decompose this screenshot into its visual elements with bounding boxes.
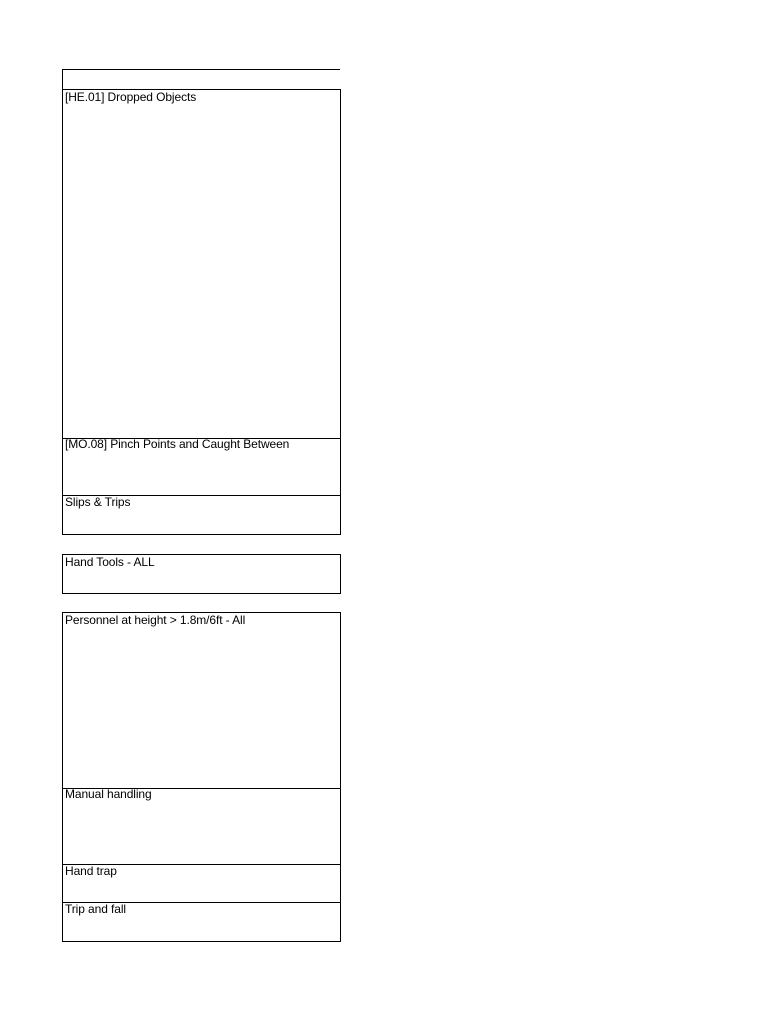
hazard-label: Slips & Trips bbox=[65, 495, 131, 509]
hazard-cell bbox=[62, 437, 341, 496]
hazard-label: Hand trap bbox=[65, 864, 117, 878]
hazard-label: Trip and fall bbox=[65, 902, 126, 916]
hazard-cell bbox=[62, 612, 341, 789]
hazard-label: Hand Tools - ALL bbox=[65, 555, 155, 569]
hazard-cell bbox=[62, 554, 341, 594]
hazard-cell bbox=[62, 864, 341, 903]
hazard-label: Personnel at height > 1.8m/6ft - All bbox=[65, 613, 246, 627]
table-header-cell bbox=[62, 69, 63, 89]
hazard-label: Manual handling bbox=[65, 787, 152, 801]
hazard-cell bbox=[62, 89, 341, 439]
hazard-cell bbox=[62, 902, 341, 942]
hazard-cell bbox=[62, 495, 341, 535]
hazard-label: [HE.01] Dropped Objects bbox=[65, 90, 197, 104]
table-top-border bbox=[62, 69, 340, 70]
hazard-cell bbox=[62, 787, 341, 865]
hazard-label: [MO.08] Pinch Points and Caught Between bbox=[65, 437, 290, 451]
